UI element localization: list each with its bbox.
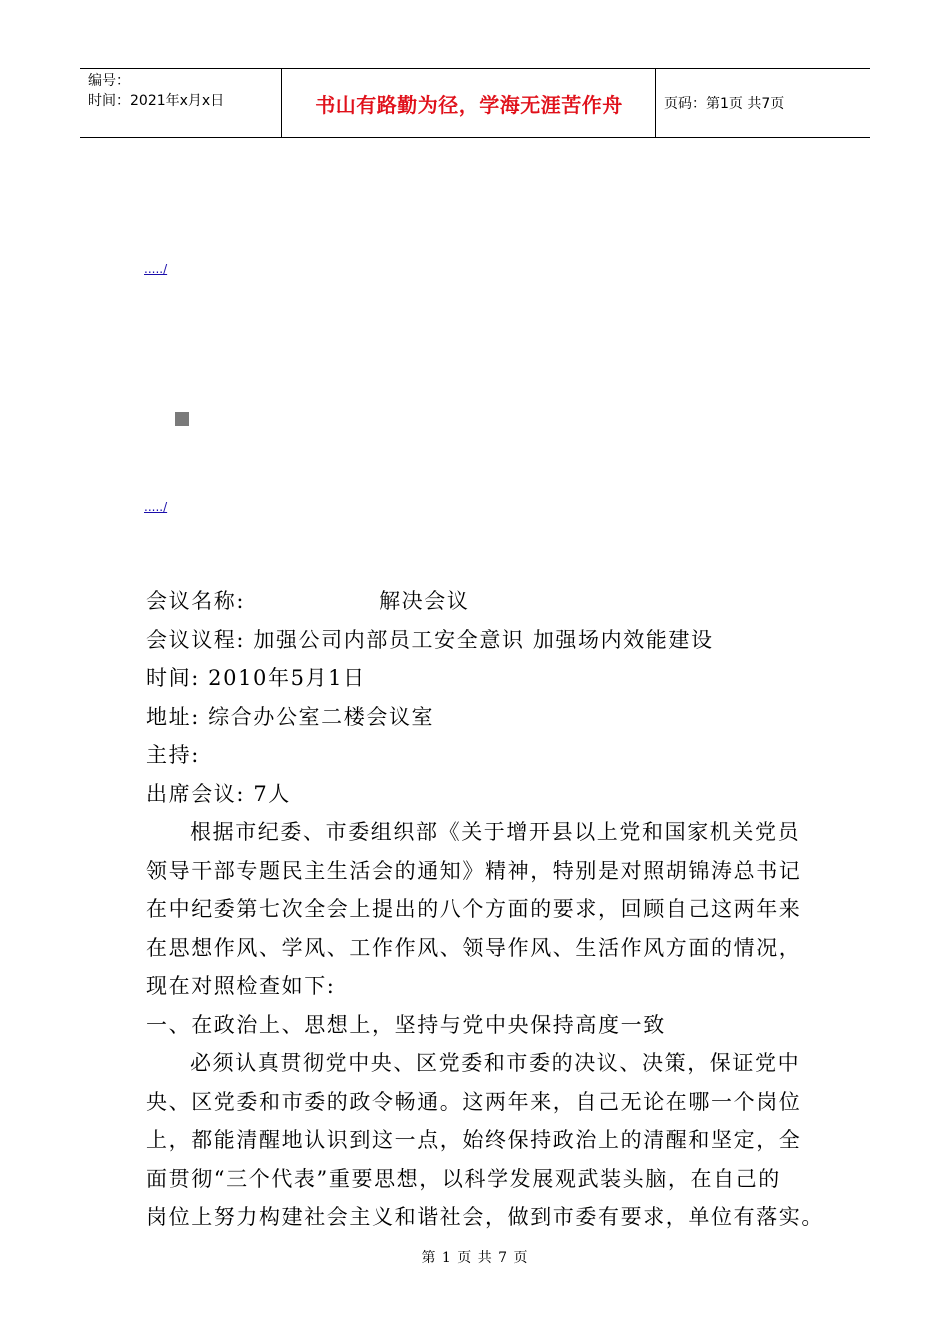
section-heading: 一、在政治上、思想上，坚持与党中央保持高度一致 [146,1012,666,1037]
header-meta [80,69,282,137]
intro-line: 在中纪委第七次全会上提出的八个方面的要求，回顾自己这两年来 [146,897,802,921]
intro-line: 领导干部专题民主生活会的通知》精神，特别是对照胡锦涛总书记 [146,858,802,883]
meeting-agenda: 会议议程: 加强公司内部员工安全意识 加强场内效能建设 [146,627,714,652]
broken-link-bottom[interactable]: ...../ [144,500,168,514]
meeting-name-label: 会议名称: [146,589,246,613]
intro-line: 根据市纪委、市委组织部《关于增开县以上党和国家机关党员 [190,820,801,844]
section-body-line: 岗位上努力构建社会主义和谐社会，做到市委有要求，单位有落实。 [146,1205,824,1229]
page-header [80,68,870,138]
header-motto: 书山有路勤为径，学海无涯苦作舟 [283,69,656,137]
meeting-name-value: 解决会议 [379,589,470,613]
intro-line: 在思想作风、学风、工作作风、领导作风、生活作风方面的情况， [146,935,802,960]
doc-time-label: 时间：2021年x月x日 [88,93,225,109]
header-page-info: 页码：第1页 共7页 [664,96,785,112]
meeting-name-line [146,582,806,621]
meeting-attendance: 出席会议: 7人 [146,781,291,806]
intro-line: 现在对照检查如下: [146,974,336,998]
document-body [146,582,824,1237]
meeting-time: 时间: 2010年5月1日 [146,666,366,690]
page-footer: 第 1 页 共 7 页 [421,1250,529,1266]
meeting-host: 主持: [146,743,200,767]
section-body-line: 面贯彻“三个代表”重要思想，以科学发展观武装头脑，在自己的 [146,1166,781,1191]
section-body-line: 必须认真贯彻党中央、区党委和市委的决议、决策，保证党中 [190,1051,801,1075]
broken-link-top[interactable]: ...../ [144,262,168,276]
section-body-line: 上，都能清醒地认识到这一点，始终保持政治上的清醒和坚定，全 [146,1128,802,1152]
section-body-line: 央、区党委和市委的政令畅通。这两年来，自己无论在哪一个岗位 [146,1089,802,1114]
meeting-address: 地址: 综合办公室二楼会议室 [146,704,435,729]
doc-number-label: 编号： [88,73,130,89]
broken-image-icon [175,412,189,426]
